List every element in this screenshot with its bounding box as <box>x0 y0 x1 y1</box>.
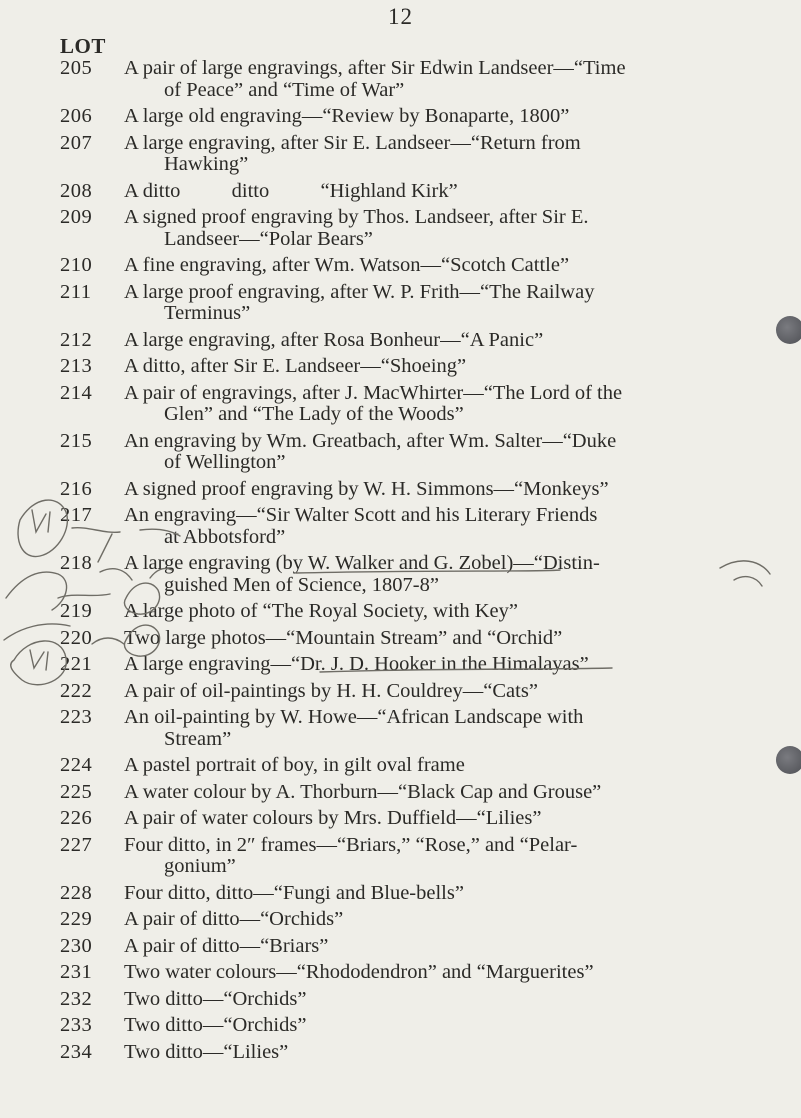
lot-description-line: A pair of ditto—“Orchids” <box>124 908 344 930</box>
lot-description <box>124 989 724 1011</box>
lot-row <box>0 883 801 905</box>
lot-description-line: A pair of large engravings, after Sir Edwin Landseer—“Time <box>124 57 626 79</box>
lot-description-line: An oil-painting by W. Howe—“African Landscape with <box>124 706 584 728</box>
lot-description <box>124 383 724 426</box>
lot-description <box>124 207 724 250</box>
lot-number: 234 <box>60 1040 93 1063</box>
lot-description <box>124 835 724 878</box>
lot-description-line: gonium” <box>164 855 236 877</box>
lot-description-line: A large engraving, after Rosa Bonheur—“A Panic” <box>124 328 544 351</box>
lot-description-line: A ditto ditto “Highland Kirk” <box>124 179 458 202</box>
lot-description-line: An engraving by Wm. Greatbach, after Wm. Salter—“Duke <box>124 429 617 452</box>
lot-description-line: Two ditto—“Orchids” <box>124 987 307 1010</box>
lot-number: 229 <box>60 908 93 930</box>
lot-number: 205 <box>60 57 93 79</box>
lot-number: 219 <box>60 600 93 622</box>
lot-description-line: Two large photos—“Mountain Stream” and “Orchid” <box>124 626 563 649</box>
lot-description-line: Hawking” <box>164 153 249 175</box>
lot-row <box>0 553 801 596</box>
lot-description <box>124 755 724 777</box>
lot-number: 212 <box>60 328 93 351</box>
lot-description <box>124 707 724 750</box>
lot-row <box>0 681 801 703</box>
lot-row <box>0 628 801 650</box>
lot-column-header: LOT <box>60 34 106 58</box>
lot-description <box>124 601 724 623</box>
lot-number: 207 <box>60 131 93 154</box>
lot-row <box>0 383 801 426</box>
lot-row <box>0 479 801 501</box>
lot-list <box>0 58 801 1068</box>
lot-description <box>124 505 724 548</box>
lot-description-line: A large engraving—“Dr. J. D. Hooker in the Himalayas” <box>124 653 589 675</box>
lot-description-line: Terminus” <box>164 302 251 324</box>
lot-number: 222 <box>60 679 93 702</box>
lot-description-line: of Peace” and “Time of War” <box>164 78 405 101</box>
lot-number: 206 <box>60 105 93 127</box>
lot-number: 221 <box>60 653 93 675</box>
lot-row <box>0 58 801 101</box>
lot-row <box>0 936 801 958</box>
lot-number: 217 <box>60 504 93 526</box>
lot-row <box>0 755 801 777</box>
lot-description-line: Glen” and “The Lady of the Woods” <box>164 403 464 425</box>
lot-description <box>124 1015 724 1037</box>
lot-number: 216 <box>60 477 93 500</box>
lot-description-line: A pastel portrait of boy, in gilt oval frame <box>124 754 465 776</box>
lot-description-line: A large old engraving—“Review by Bonaparte, 1800” <box>124 105 570 127</box>
lot-row <box>0 962 801 984</box>
lot-description-line: A pair of engravings, after J. MacWhirter—“The Lord of the <box>124 381 623 404</box>
lot-description-line: A pair of oil-paintings by H. H. Couldrey—“Cats” <box>124 679 538 702</box>
lot-description-line: at Abbotsford” <box>164 525 286 548</box>
lot-number: 233 <box>60 1014 93 1036</box>
lot-description-line: An engraving—“Sir Walter Scott and his Literary Friends <box>124 504 598 526</box>
lot-description <box>124 962 724 984</box>
lot-description-line: A pair of water colours by Mrs. Duffield—“Lilies” <box>124 807 542 829</box>
lot-row <box>0 989 801 1011</box>
lot-description <box>124 282 724 325</box>
lot-row <box>0 255 801 277</box>
binding-hole-upper <box>776 316 801 344</box>
lot-description-line: Two ditto—“Lilies” <box>124 1040 289 1063</box>
lot-description <box>124 133 724 176</box>
lot-number: 231 <box>60 961 93 983</box>
lot-number: 223 <box>60 706 93 728</box>
lot-description <box>124 1042 724 1064</box>
lot-description <box>124 782 724 804</box>
lot-number: 228 <box>60 881 93 904</box>
lot-description <box>124 330 724 352</box>
lot-row <box>0 133 801 176</box>
lot-description-line: A large engraving, after Sir E. Landseer—“Return from <box>124 131 581 154</box>
lot-row <box>0 808 801 830</box>
lot-description <box>124 883 724 905</box>
lot-number: 225 <box>60 780 93 803</box>
binding-hole-lower <box>776 746 801 774</box>
lot-row <box>0 654 801 676</box>
lot-description-line: A large photo of “The Royal Society, with Key” <box>124 600 518 622</box>
lot-description <box>124 628 724 650</box>
lot-row <box>0 106 801 128</box>
lot-description <box>124 479 724 501</box>
lot-description <box>124 654 724 676</box>
lot-row <box>0 356 801 378</box>
lot-row <box>0 1015 801 1037</box>
lot-description-line: A large proof engraving, after W. P. Frith—“The Railway <box>124 280 595 303</box>
lot-description <box>124 356 724 378</box>
lot-row <box>0 181 801 203</box>
lot-description-line: A water colour by A. Thorburn—“Black Cap and Grouse” <box>124 780 602 803</box>
lot-description-line: A pair of ditto—“Briars” <box>124 934 329 957</box>
lot-number: 218 <box>60 552 93 574</box>
lot-row <box>0 431 801 474</box>
lot-row <box>0 782 801 804</box>
lot-number: 220 <box>60 626 93 649</box>
lot-row <box>0 707 801 750</box>
lot-description-line: A large engraving (by W. Walker and G. Zobel)—“Distin- <box>124 552 600 574</box>
lot-description-line: guished Men of Science, 1807-8” <box>164 573 439 596</box>
lot-number: 226 <box>60 807 93 829</box>
lot-number: 215 <box>60 429 93 452</box>
lot-description <box>124 553 724 596</box>
lot-row <box>0 601 801 623</box>
lot-row <box>0 1042 801 1064</box>
lot-description <box>124 681 724 703</box>
lot-number: 208 <box>60 179 93 202</box>
lot-description-line: Two water colours—“Rhododendron” and “Marguerites” <box>124 961 594 983</box>
lot-number: 214 <box>60 381 93 404</box>
lot-description-line: Landseer—“Polar Bears” <box>164 227 373 250</box>
lot-description <box>124 58 724 101</box>
lot-number: 210 <box>60 254 93 276</box>
lot-number: 232 <box>60 987 93 1010</box>
lot-description <box>124 909 724 931</box>
lot-number: 209 <box>60 206 93 228</box>
lot-description-line: A fine engraving, after Wm. Watson—“Scotch Cattle” <box>124 254 570 276</box>
page-number: 12 <box>388 4 413 29</box>
lot-description-line: of Wellington” <box>164 451 286 473</box>
lot-description-line: Stream” <box>164 727 232 750</box>
lot-description-line: Four ditto, in 2″ frames—“Briars,” “Rose,” and “Pelar- <box>124 833 578 856</box>
lot-number: 211 <box>60 280 92 303</box>
lot-row <box>0 330 801 352</box>
lot-description <box>124 106 724 128</box>
lot-number: 227 <box>60 833 93 856</box>
lot-description <box>124 181 724 203</box>
lot-description-line: Four ditto, ditto—“Fungi and Blue-bells” <box>124 881 464 904</box>
lot-description-line: Two ditto—“Orchids” <box>124 1014 307 1036</box>
lot-description <box>124 808 724 830</box>
lot-description <box>124 255 724 277</box>
lot-description-line: A ditto, after Sir E. Landseer—“Shoeing” <box>124 355 467 377</box>
lot-row <box>0 505 801 548</box>
lot-number: 224 <box>60 754 93 776</box>
lot-description-line: A signed proof engraving by W. H. Simmons—“Monkeys” <box>124 477 609 500</box>
lot-row <box>0 909 801 931</box>
lot-row <box>0 282 801 325</box>
lot-row <box>0 207 801 250</box>
lot-description <box>124 431 724 474</box>
lot-number: 213 <box>60 355 93 377</box>
lot-description-line: A signed proof engraving by Thos. Landseer, after Sir E. <box>124 206 589 228</box>
lot-description <box>124 936 724 958</box>
lot-row <box>0 835 801 878</box>
lot-number: 230 <box>60 934 93 957</box>
